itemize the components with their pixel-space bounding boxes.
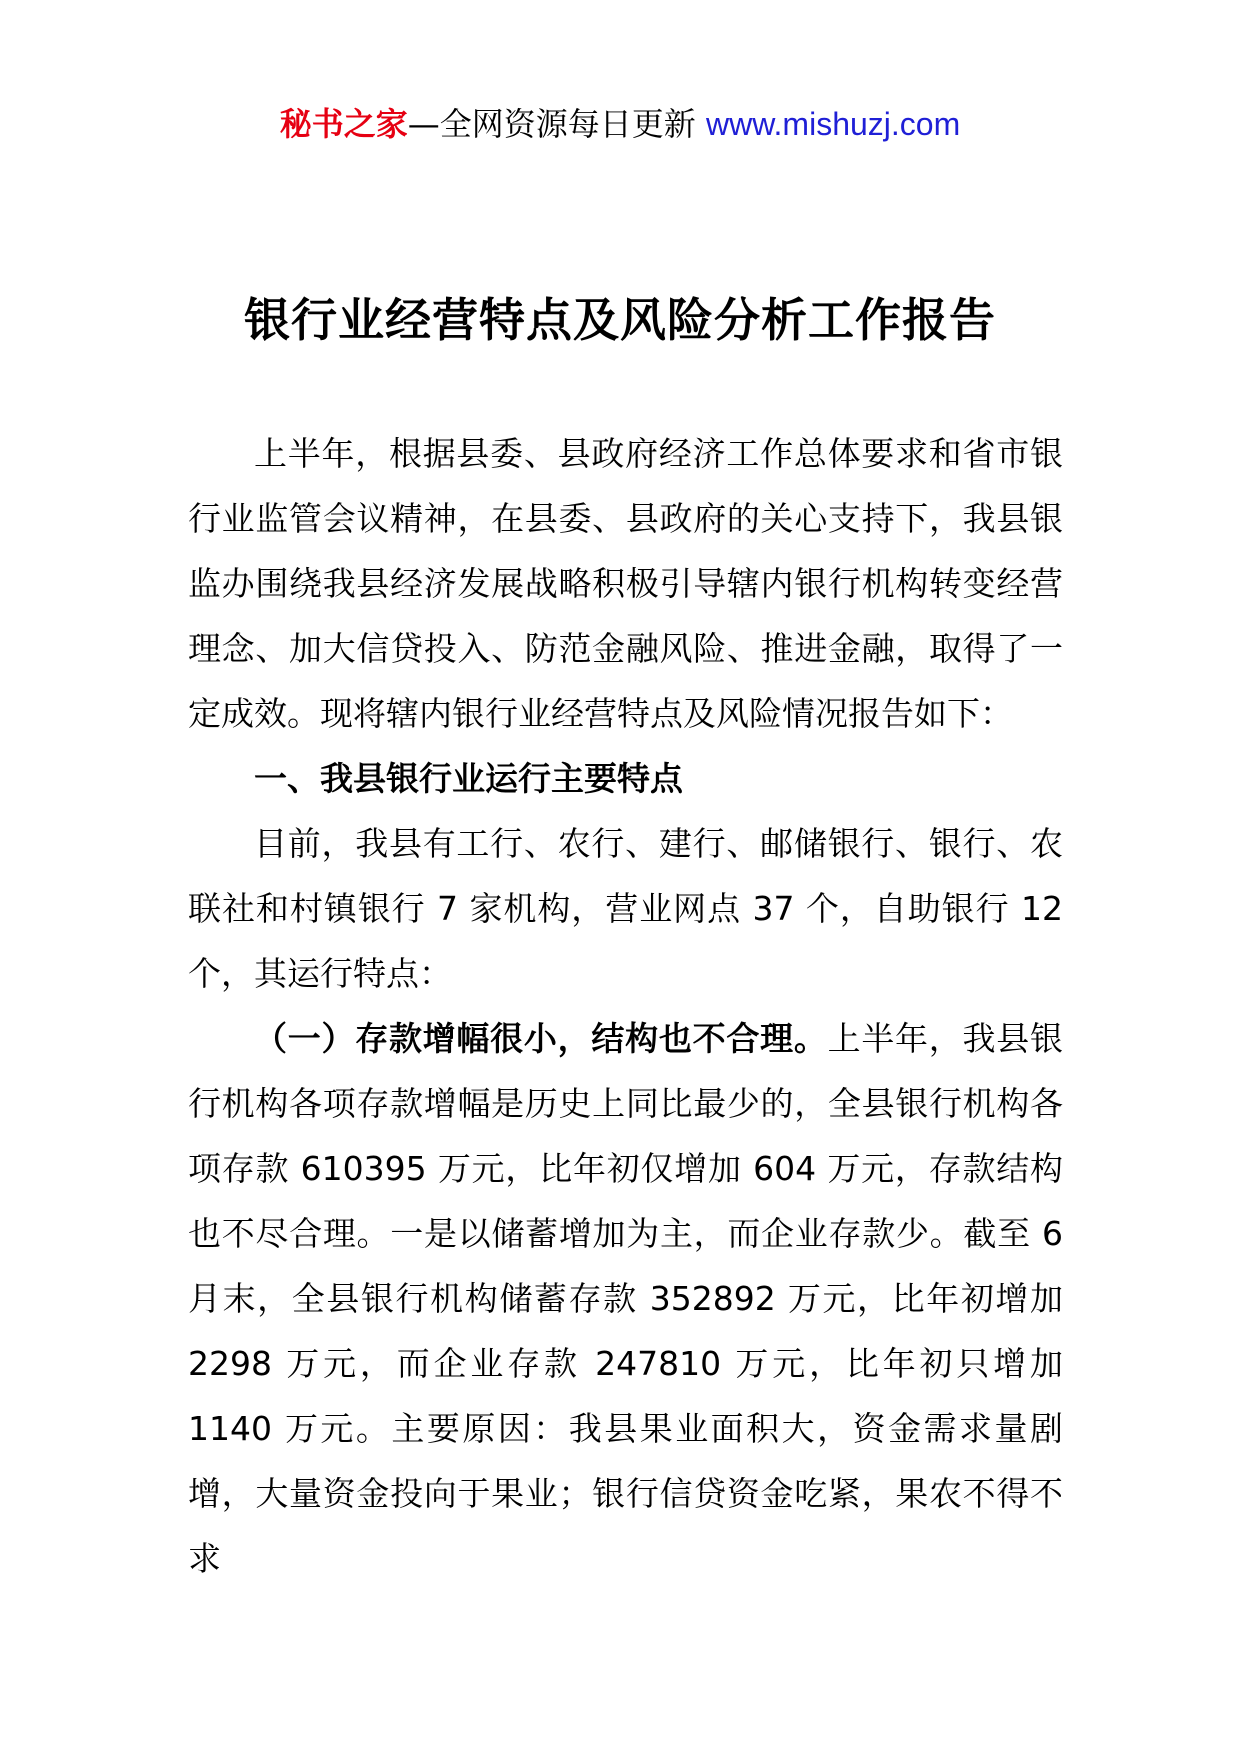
institutions-paragraph: 目前，我县有工行、农行、建行、邮储银行、银行、农联社和村镇银行 7 家机构，营业网点 37 个，自助银行 12 个，其运行特点： [188,824,1063,993]
subsection-heading-1: （一）存款增幅很小，结构也不合理。 [254,1019,828,1058]
site-header [0,104,1240,144]
deposit-paragraph-text: 上半年，我县银行机构各项存款增幅是历史上同比最少的，全县银行机构各项存款 610395 万元，比年初仅增加 604 万元，存款结构也不尽合理。一是以储蓄增加为主，而企业存款少。截至 6 月末，全县银行机构储蓄存款 352892 万元，比年初增加 2298 万元，而企业存款 247810 万元，比年初只增加 1140 万元。主要原因：我县果业面积大，资金需求量剧增，大量资金投向于果业；银行信贷资金吃紧，果农不得不求 [188,1019,1064,1578]
deposit-paragraph [188,1006,1063,1591]
document-body [188,421,1063,1591]
document-title: 银行业经营特点及风险分析工作报告 [244,293,996,347]
site-tagline: —全网资源每日更新 [407,105,706,143]
site-url-link[interactable]: www.mishuzj.com [705,106,961,142]
site-brand: 秘书之家 [279,105,408,143]
section-heading-1: 一、我县银行业运行主要特点 [254,759,683,798]
intro-paragraph: 上半年，根据县委、县政府经济工作总体要求和省市银行业监管会议精神，在县委、县政府的关心支持下，我县银监办围绕我县经济发展战略积极引导辖内银行机构转变经营理念、加大信贷投入、防范金融风险、推进金融，取得了一定成效。现将辖内银行业经营特点及风险情况报告如下： [188,434,1063,733]
